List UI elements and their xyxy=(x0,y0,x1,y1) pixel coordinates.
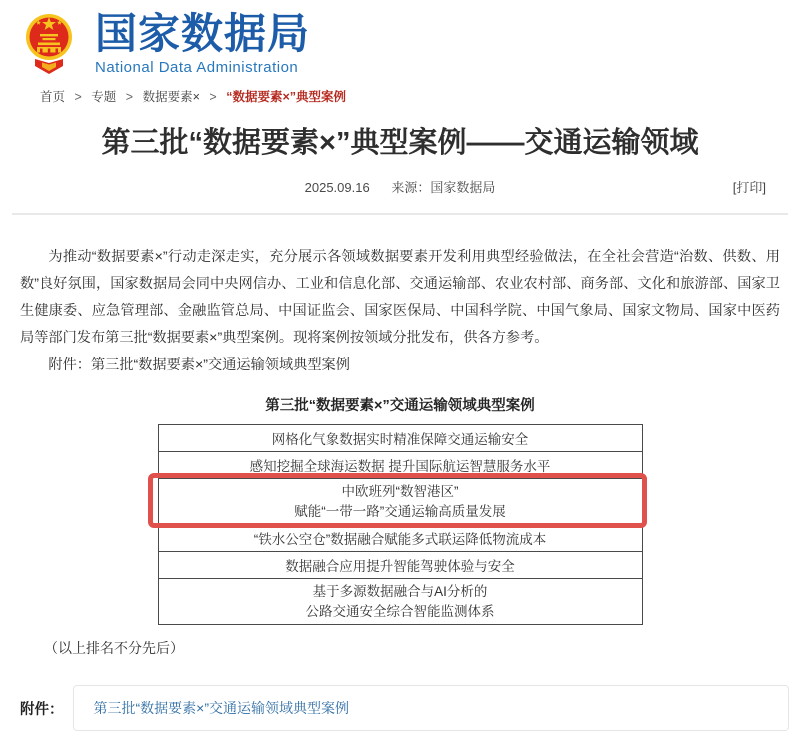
breadcrumb-separator: > xyxy=(74,90,82,104)
case-cell xyxy=(158,452,642,479)
site-header xyxy=(0,0,800,76)
case-title: 公路交通安全综合智能监测体系 xyxy=(305,603,495,619)
table-row xyxy=(158,452,642,479)
case-title: 数据融合应用提升智能驾驶体验与安全 xyxy=(285,559,515,574)
case-cell xyxy=(158,579,642,625)
cases-table-wrapper xyxy=(158,424,643,625)
cases-table-caption: 第三批“数据要素×”交通运输领域典型案例 xyxy=(265,398,535,414)
site-title-en: National Data Administration xyxy=(95,59,299,76)
article-source: 来源：国家数据局 xyxy=(391,180,496,195)
case-title: 网格化气象数据实时精准保障交通运输安全 xyxy=(271,432,529,447)
breadcrumb-topics[interactable]: 专题 xyxy=(91,90,117,104)
national-emblem-icon xyxy=(25,8,73,76)
attachment-box xyxy=(73,685,790,731)
case-cell xyxy=(158,525,642,552)
rank-note: （以上排名不分先后） xyxy=(44,640,184,656)
page-title: 第三批“数据要素×”典型案例——交通运输领域 xyxy=(101,127,699,159)
case-cell xyxy=(158,479,642,525)
case-title: 中欧班列“数智港区” xyxy=(341,483,459,499)
table-row xyxy=(158,552,642,579)
case-cell xyxy=(158,552,642,579)
table-row-highlighted xyxy=(158,479,642,525)
print-button[interactable]: [打印] xyxy=(732,180,766,195)
table-row xyxy=(158,579,642,625)
breadcrumb-separator: > xyxy=(209,90,217,104)
attachment-label: 附件： xyxy=(20,701,64,718)
publish-date: 2025.09.16 xyxy=(304,180,370,195)
case-title: “铁水公空仓”数据融合赋能多式联运降低物流成本 xyxy=(253,532,547,547)
cases-table xyxy=(158,424,643,625)
divider xyxy=(12,213,788,215)
case-title: 赋能“一带一路”交通运输高质量发展 xyxy=(294,503,506,519)
attachment-link[interactable]: 第三批“数据要素×”交通运输领域典型案例 xyxy=(93,700,349,716)
case-title: 感知挖掘全球海运数据 提升国际航运智慧服务水平 xyxy=(249,459,551,474)
case-title: 基于多源数据融合与AI分析的 xyxy=(312,583,488,599)
breadcrumb-data-elements[interactable]: 数据要素× xyxy=(142,90,200,104)
case-cell xyxy=(158,425,642,452)
site-title-cn: 国家数据局 xyxy=(95,10,311,57)
breadcrumb-current-page: “数据要素×”典型案例 xyxy=(226,90,346,104)
breadcrumb xyxy=(40,87,800,105)
article-paragraph: 为推动“数据要素×”行动走深走实，充分展示各领域数据要素开发利用典型经验做法，在全社会营造“治数、供数、用数”良好氛围，国家数据局会同中央网信办、工业和信息化部、交通运输部、农业农村部、商务部、文化和旅游部、国家卫生健康委、应急管理部、金融监管总局、中国证监会、国家医保局、中国科学院、中国气象局、国家文物局、国家中医药局等部门发布第三批“数据要素×”典型案例。现将案例按领域分批发布，供各方参考。 xyxy=(20,249,780,346)
attachment-section xyxy=(20,685,789,731)
brand-block xyxy=(95,8,310,76)
breadcrumb-home[interactable]: 首页 xyxy=(40,90,66,104)
table-row xyxy=(158,425,642,452)
table-row xyxy=(158,525,642,552)
inline-attachment-line: 附件：第三批“数据要素×”交通运输领域典型案例 xyxy=(48,357,350,373)
article-meta xyxy=(0,177,800,196)
breadcrumb-separator: > xyxy=(125,90,134,104)
